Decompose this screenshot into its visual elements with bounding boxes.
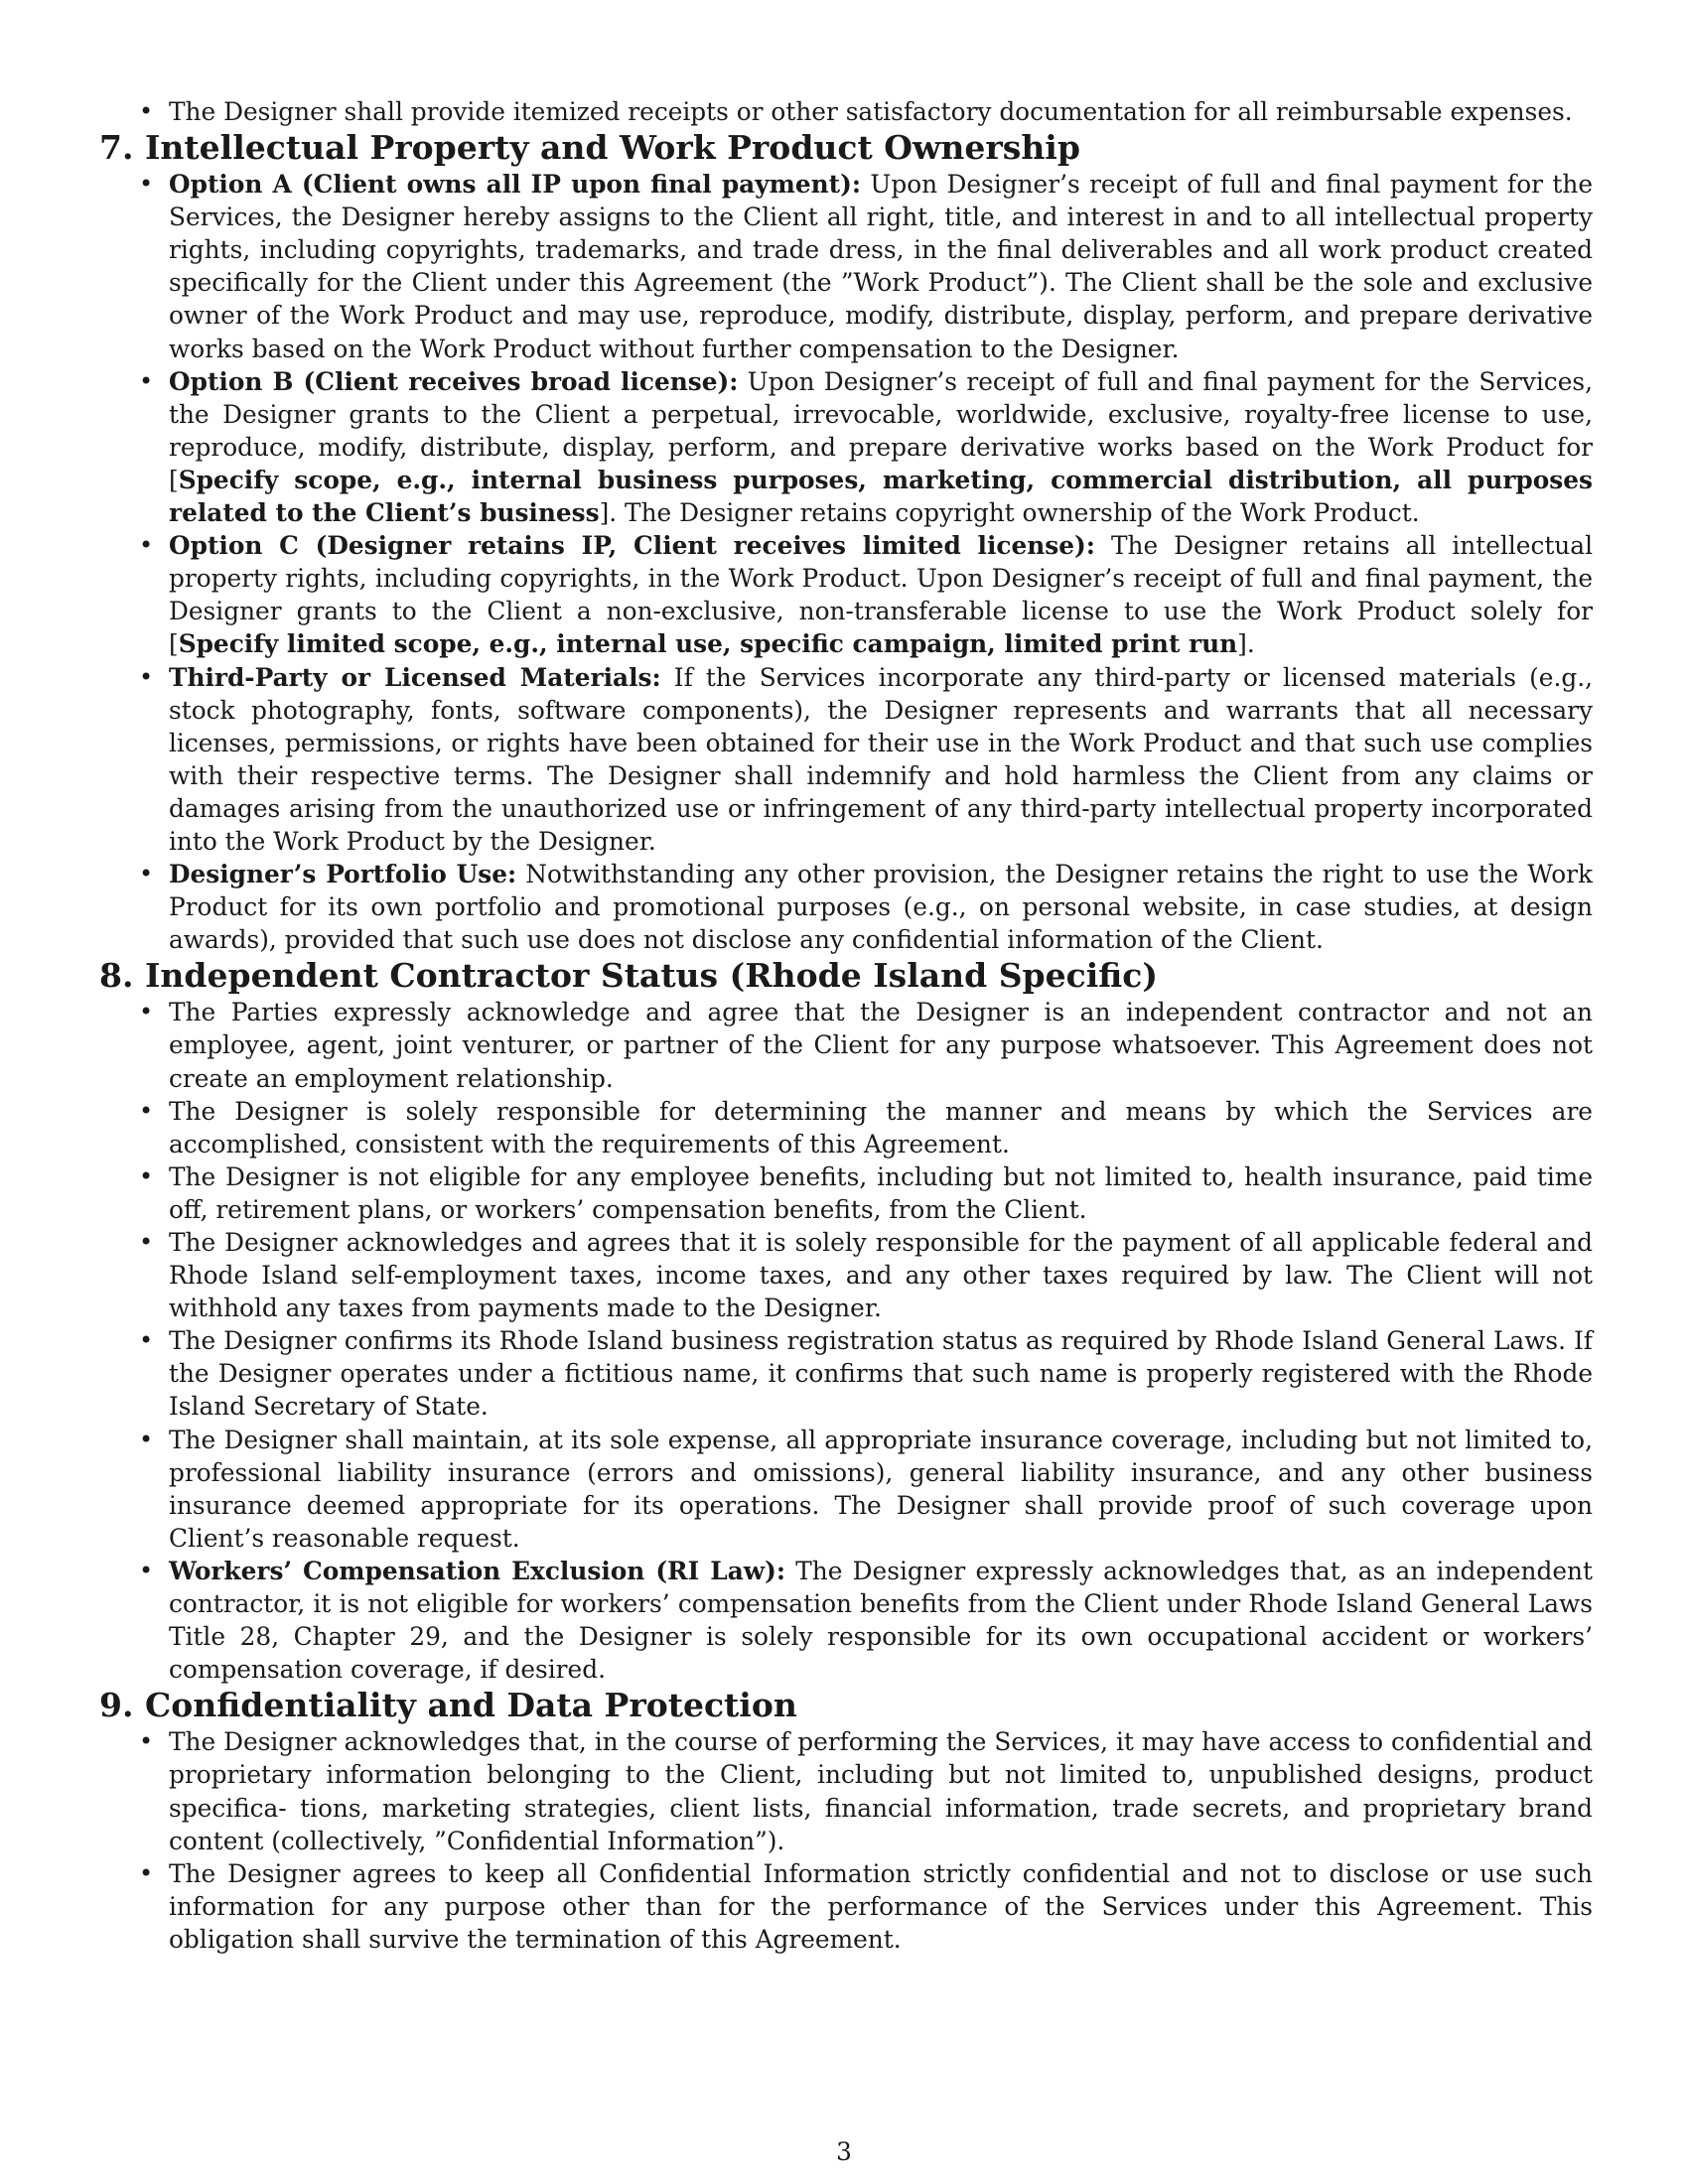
item-text: The Designer expressly acknowledges that, as an independent contractor, it is not eligible for workers’ compensation benefits from the Client under Rhode Island General Laws Title 28, Chapter 29, and the Designer is solely responsible for its own occupational accident or workers’ compensation coverage, if desired. (169, 1556, 1593, 1685)
item-placeholder: Specify limited scope, e.g., internal use, specific campaign, limited print run (178, 629, 1238, 659)
bullet-glyph: • (139, 531, 154, 560)
list-item (99, 1095, 1593, 1160)
list-item (99, 1226, 1593, 1324)
item-text: The Designer retains all intellectual property rights, including copyrights, in the Work Product. Upon Designer’s receipt of full and final payment, the Designer grants to the Client a non-exclusive, non-transferable license to use the Work Product solely for [ (169, 531, 1593, 659)
item-text: The Designer agrees to keep all Confidential Information strictly confidential and not to disclose or use such information for any purpose other than for the performance of the Services under this Agreement. This obligation shall survive the termination of this Agreement. (169, 1858, 1593, 1954)
list-item (99, 1160, 1593, 1226)
item-lead: Option C (Designer retains IP, Client receives limited license): (169, 531, 1095, 561)
bullet-glyph: • (139, 1326, 154, 1355)
document-page (99, 95, 1593, 1956)
section-title: Independent Contractor Status (Rhode Island Specific) (145, 956, 1158, 996)
item-lead: Option B (Client receives broad license): (169, 366, 739, 396)
section-title: Intellectual Property and Work Product Ownership (145, 128, 1080, 168)
list-item (99, 1857, 1593, 1956)
item-text: The Designer acknowledges and agrees that it is solely responsible for the payment of all applicable federal and Rhode Island self-employment taxes, income taxes, and any other taxes required by law. The Client will not withhold any taxes from payments made to the Designer. (169, 1228, 1593, 1323)
list-item (99, 1725, 1593, 1856)
item-lead: Workers’ Compensation Exclusion (RI Law): (169, 1556, 785, 1585)
list-item-workers-comp (99, 1555, 1593, 1686)
list-item-option-a (99, 168, 1593, 365)
item-text: Upon Designer’s receipt of full and final payment for the Services, the Designer hereby assigns to the Client all right, title, and interest in and to all intellectual property rights, including copyrights, trademarks, and trade dress, in the final deliverables and all work product created specifically for the Client under this Agreement (the ”Work Product”). The Client shall be the sole and exclusive owner of the Work Product and may use, reproduce, modify, distribute, display, perform, and prepare derivative works based on the Work Product without further compensation to the Designer. (169, 170, 1593, 363)
item-text: Notwithstanding any other provision, the Designer retains the right to use the Work Product for its own portfolio and promotional purposes (e.g., on personal website, in case studies, at design awards), provided that such use does not disclose any confidential information of the Client. (169, 860, 1594, 955)
item-text: The Designer shall maintain, at its sole expense, all appropriate insurance coverage, including but not limited to, professional liability insurance (errors and omissions), general liability insurance, and any other business insurance deemed appropriate for its operations. The Designer shall provide proof of such coverage upon Client’s reasonable request. (169, 1425, 1593, 1553)
section-heading-ip-ownership (99, 128, 1593, 168)
list-item (99, 1324, 1593, 1423)
bullet-glyph: • (139, 1161, 154, 1190)
item-text: The Designer confirms its Rhode Island business registration status as required by Rhode Island General Laws. If the Designer operates under a fictitious name, it confirms that such name is properly registered with the Rhode Island Secretary of State. (169, 1326, 1593, 1422)
item-text: The Designer is solely responsible for determining the manner and means by which the Services are accomplished, consistent with the requirements of this Agreement. (169, 1096, 1593, 1159)
item-tail: ]. (1237, 629, 1255, 659)
bullet-glyph: • (139, 1096, 154, 1125)
list-item-option-c (99, 529, 1593, 660)
list-item-third-party (99, 661, 1593, 859)
page-number: 3 (836, 2137, 852, 2166)
section-number: 7. (99, 128, 134, 168)
bullet-glyph: • (139, 366, 154, 395)
item-tail: ]. The Designer retains copyright ownership of the Work Product. (599, 498, 1420, 528)
section-number: 8. (99, 956, 134, 996)
list-item-option-b (99, 365, 1593, 529)
section-number: 9. (99, 1686, 134, 1725)
list-item-portfolio-use (99, 858, 1593, 956)
section-heading-confidentiality (99, 1686, 1593, 1725)
item-placeholder: Specify scope, e.g., internal business purposes, marketing, commercial distribution, all purposes related to the Client’s business (169, 465, 1593, 528)
contractor-status-list (99, 996, 1593, 1686)
item-text: If the Services incorporate any third-party or licensed materials (e.g., stock photography, fonts, software components), the Designer represents and warrants that all necessary licenses, permissions, or rights have been obtained for their use in the Work Product and that such use complies with their respective terms. The Designer shall indemnify and hold harmless the Client from any claims or damages arising from the unauthorized use or infringement of any third-party intellectual property incorporated into the Work Product by the Designer. (169, 662, 1593, 856)
bullet-glyph: • (139, 170, 154, 199)
bullet-glyph: • (139, 860, 154, 888)
item-lead: Third-Party or Licensed Materials: (169, 662, 661, 692)
section-title: Confidentiality and Data Protection (145, 1686, 797, 1725)
section-heading-contractor-status (99, 956, 1593, 996)
item-lead: Designer’s Portfolio Use: (169, 860, 517, 889)
carryover-bullet-list (99, 95, 1593, 128)
confidentiality-list (99, 1725, 1593, 1956)
bullet-glyph: • (139, 1727, 154, 1756)
list-item (99, 996, 1593, 1094)
bullet-glyph: • (139, 1858, 154, 1887)
bullet-glyph: • (139, 998, 154, 1026)
item-text: Upon Designer’s receipt of full and final payment for the Services, the Designer grants to the Client a perpetual, irrevocable, worldwide, exclusive, royalty-free license to use, reproduce, modify, distribute, display, perform, and prepare derivative works based on the Work Product for [ (169, 366, 1593, 494)
list-item (99, 1424, 1593, 1555)
item-text: The Designer acknowledges that, in the course of performing the Services, it may have access to confidential and proprietary information belonging to the Client, including but not limited to, unpublished designs, product specifica- tions, marketing strategies, client lists, financial information, trade secrets, and proprietary brand content (collectively, ”Confidential Information”). (169, 1727, 1593, 1855)
bullet-glyph: • (139, 97, 154, 125)
bullet-glyph: • (139, 1425, 154, 1453)
bullet-glyph: • (139, 1556, 154, 1584)
bullet-text: The Designer shall provide itemized receipts or other satisfactory documentation for all reimbursable expenses. (169, 97, 1573, 126)
bullet-glyph: • (139, 1228, 154, 1256)
item-lead: Option A (Client owns all IP upon final payment): (169, 170, 862, 200)
item-text: The Parties expressly acknowledge and agree that the Designer is an independent contractor and not an employee, agent, joint venturer, or partner of the Client for any purpose whatsoever. This Agreement does not create an employment relationship. (169, 998, 1593, 1093)
list-item (99, 95, 1593, 128)
item-text: The Designer is not eligible for any employee benefits, including but not limited to, health insurance, paid time off, retirement plans, or workers’ compensation benefits, from the Client. (169, 1161, 1593, 1224)
bullet-glyph: • (139, 662, 154, 691)
ip-ownership-list (99, 168, 1593, 956)
